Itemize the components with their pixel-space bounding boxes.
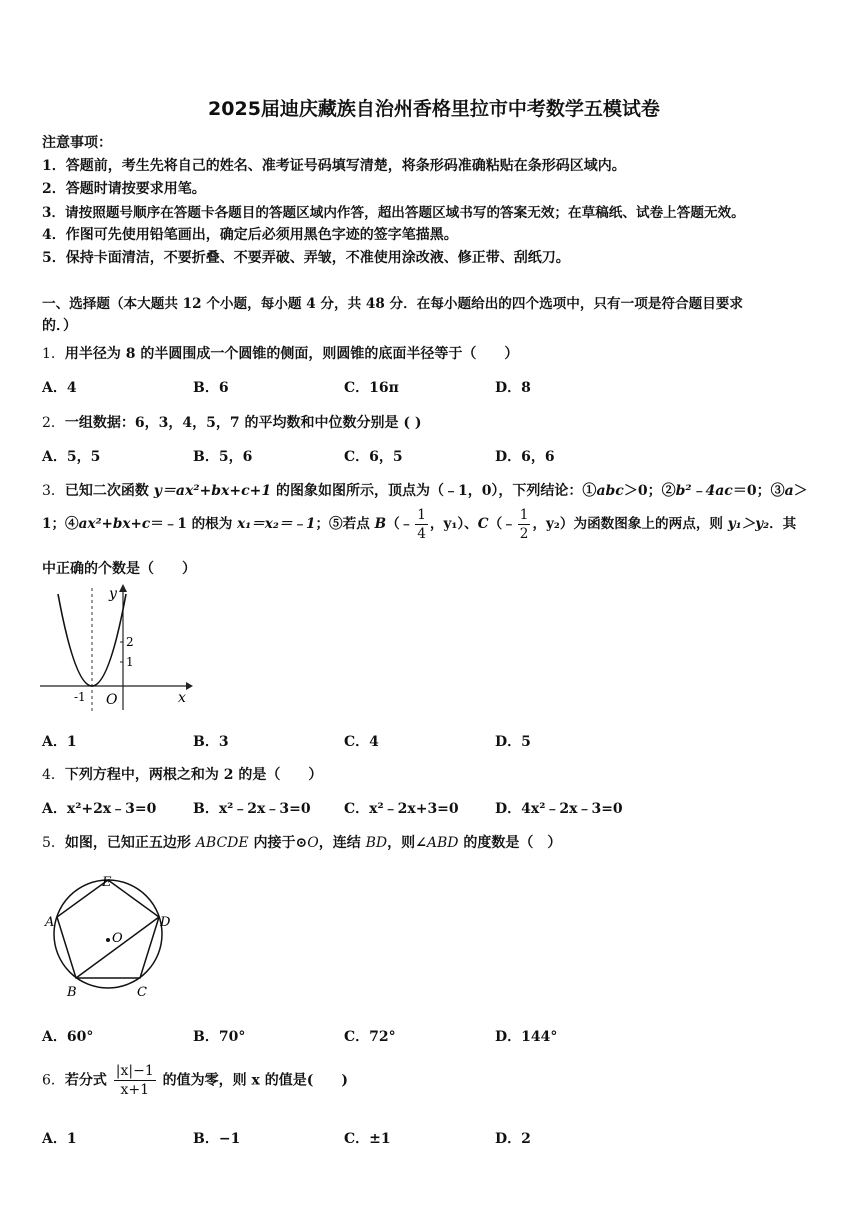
question-number: 1． bbox=[42, 346, 65, 362]
notice-item-5: 5．保持卡面清洁，不要折叠、不要弄破、弄皱，不准使用涂改液、修正带、刮纸刀。 bbox=[42, 250, 570, 266]
q6-option-d[interactable]: D．2 bbox=[495, 1131, 531, 1147]
notice-item-1: 1．答题前，考生先将自己的姓名、准考证号码填写清楚，将条形码准确粘贴在条形码区域内。 bbox=[42, 158, 626, 174]
question-text: 下列方程中，两根之和为 2 的是（ ） bbox=[64, 767, 323, 783]
question-number: 2． bbox=[42, 415, 65, 431]
question-1 bbox=[42, 343, 518, 363]
circle-o bbox=[54, 880, 162, 988]
q5-option-b[interactable]: B．70° bbox=[193, 1029, 246, 1045]
q5-option-d[interactable]: D．144° bbox=[495, 1029, 558, 1045]
q2-option-a[interactable]: A．5，5 bbox=[42, 449, 101, 465]
origin-label: O bbox=[106, 692, 118, 708]
fraction-one-quarter: $\frac{1}{4}$ bbox=[417, 507, 426, 542]
q3-option-b[interactable]: B．3 bbox=[193, 734, 229, 750]
q3-option-c[interactable]: C．4 bbox=[344, 734, 379, 750]
x-label: x bbox=[178, 690, 186, 706]
notice-item-2: 2．答题时请按要求用笔。 bbox=[42, 181, 206, 197]
parabola-graph bbox=[36, 582, 196, 717]
q1-option-c[interactable]: C．16π bbox=[344, 380, 399, 396]
question-number: 3． bbox=[42, 483, 65, 499]
q3-option-d[interactable]: D．5 bbox=[495, 734, 531, 750]
tick-label-minus-1: -1 bbox=[74, 690, 86, 704]
segment-bd bbox=[76, 917, 159, 978]
question-number: 5． bbox=[42, 835, 65, 851]
q1-option-b[interactable]: B．6 bbox=[193, 380, 229, 396]
label-o: O bbox=[112, 931, 123, 946]
question-6: 6．若分式 $\frac{|x|-1}{x+1}$ 的值为零，则 x 的值是( ) bbox=[42, 1063, 348, 1098]
q4-option-b[interactable]: B．x²﹣2x﹣3=0 bbox=[193, 801, 311, 817]
question-3-line3: 中正确的个数是（ ） bbox=[42, 561, 196, 577]
question-3-line2: 1；④ax²+bx+c＝﹣1 的根为 x₁＝x₂＝﹣1；⑤若点 B（﹣ $\frac{1}{4}$ ，y₁）、C（﹣ $\frac{1}{2}$ ，y₂）为函数图象上的两点，则 y₁＞y₂．其 bbox=[42, 507, 797, 542]
q6-option-c[interactable]: C．±1 bbox=[344, 1131, 391, 1147]
label-b: B bbox=[67, 985, 77, 1000]
question-2 bbox=[42, 412, 422, 432]
question-5: 5．如图，已知正五边形 ABCDE 内接于⊙O，连结 BD，则∠ABD 的度数是（ ） bbox=[42, 835, 562, 851]
q5-option-a[interactable]: A．60° bbox=[42, 1029, 94, 1045]
section-heading-line1: 一、选择题（本大题共 12 个小题，每小题 4 分，共 48 分．在每小题给出的四个选项中，只有一项是符合题目要求 bbox=[42, 296, 743, 312]
question-3-line1: 3．已知二次函数 y＝ax²+bx+c+1 的图象如图所示，顶点为（﹣1，0），下列结论：①abc＞0；②b²﹣4ac＝0；③a＞ bbox=[42, 483, 808, 499]
q2-option-b[interactable]: B．5，6 bbox=[193, 449, 253, 465]
x-axis-arrow bbox=[186, 682, 193, 690]
notice-item-4: 4．作图可先使用铅笔画出，确定后必须用黑色字迹的签字笔描黑。 bbox=[42, 227, 458, 243]
question-4 bbox=[42, 764, 322, 784]
q2-option-d[interactable]: D．6，6 bbox=[495, 449, 555, 465]
q6-option-a[interactable]: A．1 bbox=[42, 1131, 77, 1147]
question-text: 用半径为 8 的半圆围成一个圆锥的侧面，则圆锥的底面半径等于（ ） bbox=[64, 346, 519, 362]
notice-item-3: 3．请按照题号顺序在答题卡各题目的答题区域内作答，超出答题区域书写的答案无效；在草稿纸、试卷上答题无效。 bbox=[42, 205, 745, 221]
fraction-abs-x: $\frac{|x|-1}{x+1}$ bbox=[115, 1063, 154, 1098]
q4-option-a[interactable]: A．x²+2x﹣3=0 bbox=[42, 801, 157, 817]
label-c: C bbox=[137, 985, 147, 1000]
q1-option-a[interactable]: A．4 bbox=[42, 380, 77, 396]
pentagon-circle-figure bbox=[38, 870, 178, 1002]
page-title: 2025届迪庆藏族自治州香格里拉市中考数学五模试卷 bbox=[208, 98, 660, 120]
q3-option-a[interactable]: A．1 bbox=[42, 734, 77, 750]
q4-option-c[interactable]: C．x²﹣2x+3=0 bbox=[344, 801, 459, 817]
q5-option-c[interactable]: C．72° bbox=[344, 1029, 396, 1045]
q2-option-c[interactable]: C．6，5 bbox=[344, 449, 403, 465]
tick-label-1: 1 bbox=[126, 655, 134, 669]
q6-option-b[interactable]: B．−1 bbox=[193, 1131, 241, 1147]
tick-label-2: 2 bbox=[126, 635, 134, 649]
label-e: E bbox=[102, 875, 112, 890]
fraction-one-half: $\frac{1}{2}$ bbox=[519, 507, 529, 542]
question-number: 4． bbox=[42, 767, 65, 783]
label-d: D bbox=[160, 915, 171, 930]
y-label: y bbox=[109, 586, 117, 602]
q1-option-d[interactable]: D．8 bbox=[495, 380, 531, 396]
label-a: A bbox=[45, 915, 55, 930]
notice-heading: 注意事项： bbox=[42, 135, 112, 151]
question-text: 一组数据：6，3，4，5，7 的平均数和中位数分别是 ( ) bbox=[64, 415, 422, 431]
q4-option-d[interactable]: D．4x²﹣2x﹣3=0 bbox=[495, 801, 623, 817]
y-axis-arrow bbox=[119, 584, 127, 592]
center-point bbox=[106, 938, 110, 942]
section-heading-line2: 的．） bbox=[42, 318, 77, 334]
question-number: 6． bbox=[42, 1072, 65, 1089]
